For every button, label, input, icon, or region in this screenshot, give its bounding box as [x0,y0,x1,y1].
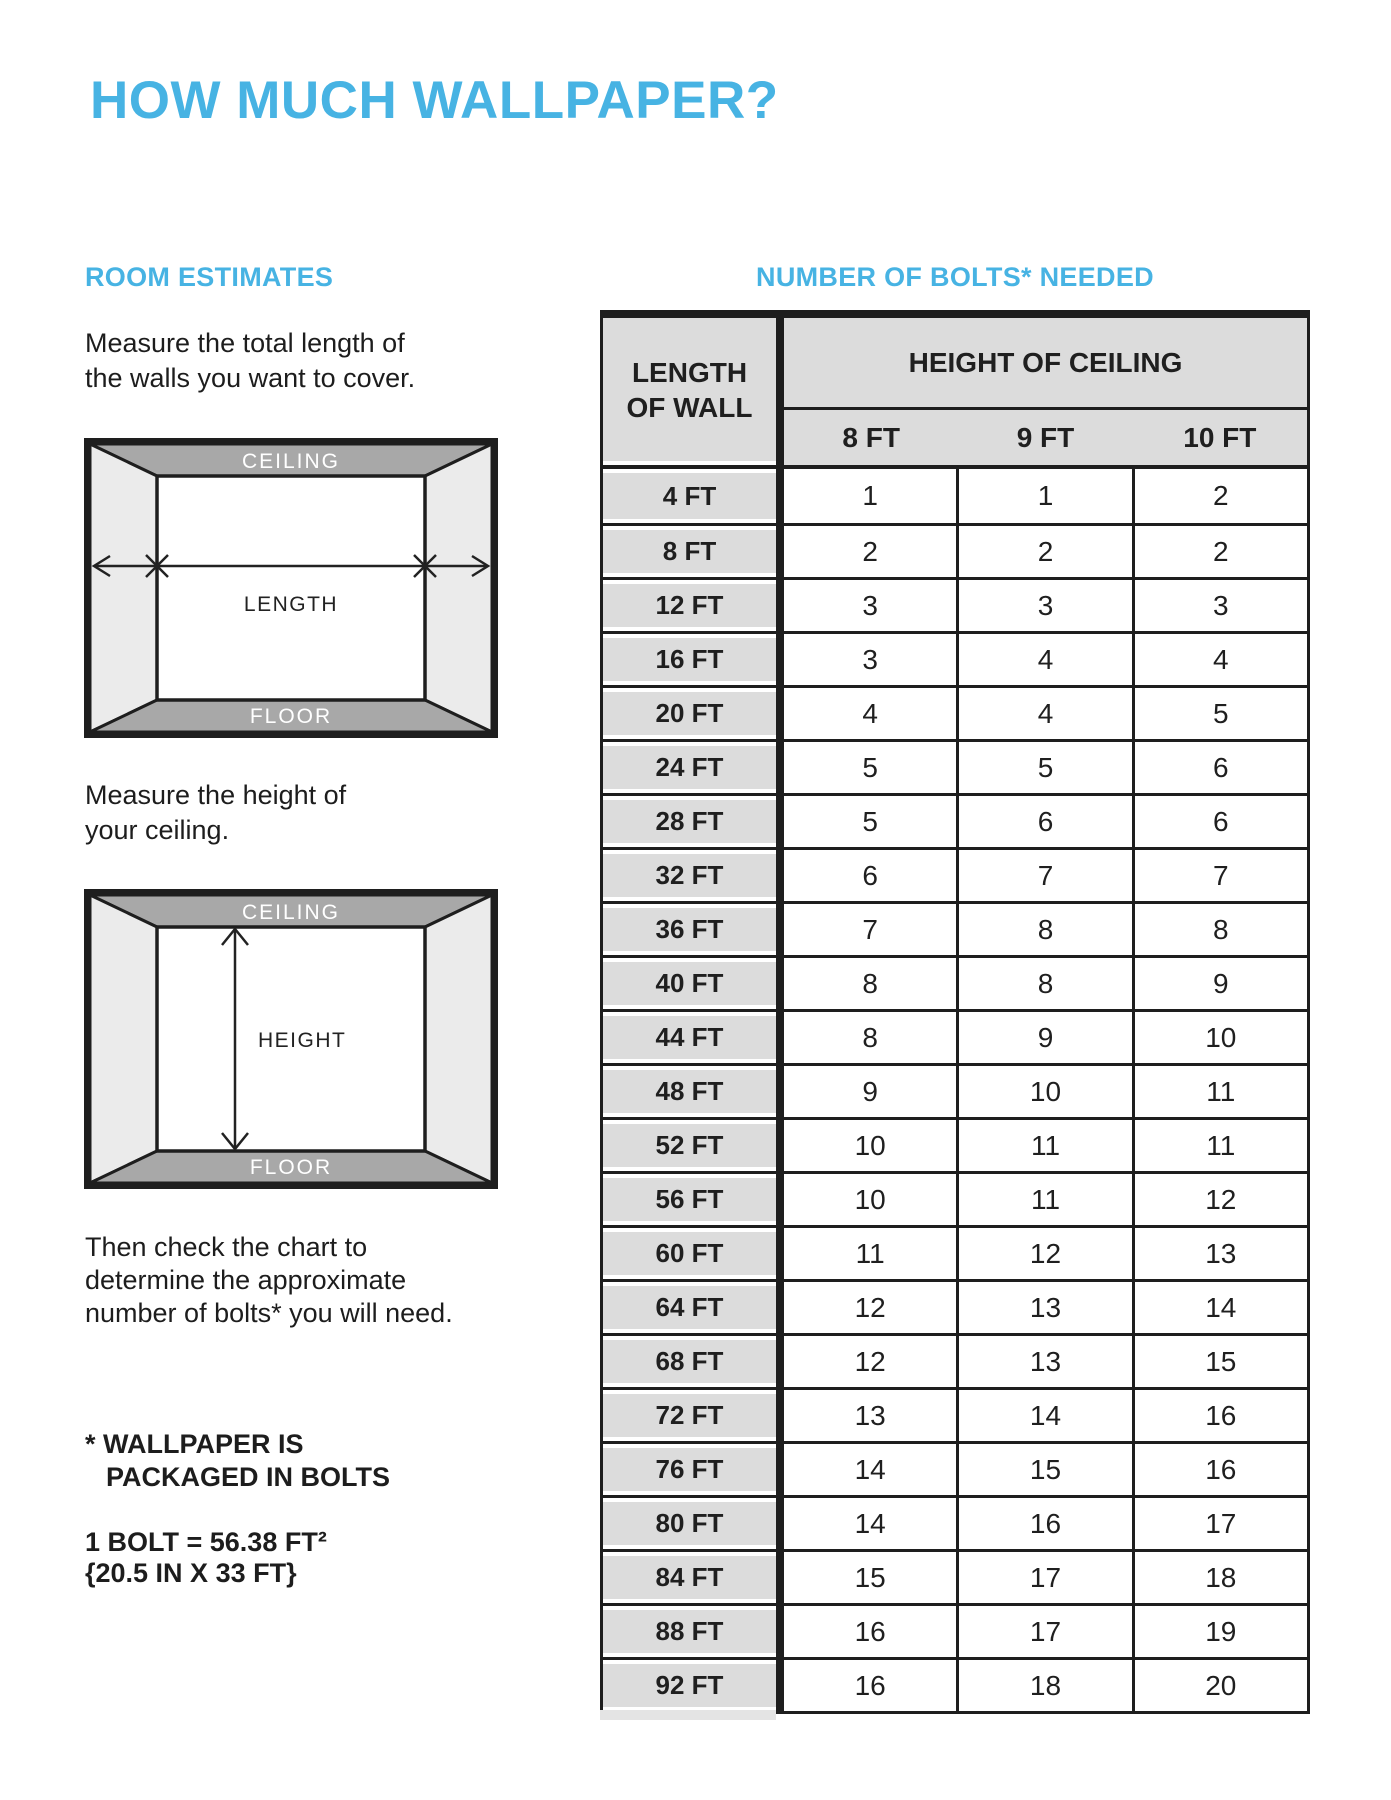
bolts-value-9ft: 4 [956,634,1131,685]
row-divider-bar [776,850,784,901]
wall-length-cell: 36 FT [603,904,776,955]
bolts-value-10ft: 16 [1132,1444,1307,1495]
bolts-value-10ft: 14 [1132,1282,1307,1333]
ceiling-label: CEILING [241,450,341,473]
table-row [603,1441,1307,1495]
row-divider-bar [776,1390,784,1441]
step2-instructions [85,778,346,848]
bolts-value-8ft: 5 [862,805,878,837]
step3-line1: Then check the chart to [85,1232,368,1262]
bolts-value-9ft: 2 [956,526,1131,577]
wall-length-cell: 28 FT [603,796,776,847]
row-divider-bar [776,1552,784,1603]
table-row [603,1279,1307,1333]
step2-line2: your ceiling. [85,815,230,845]
table-header [603,318,1307,465]
bolts-value-9ft: 13 [956,1336,1131,1387]
bolts-value-10ft: 16 [1132,1390,1307,1441]
row-divider-bar [776,742,784,793]
height-label: HEIGHT [258,1029,347,1052]
table-row [603,1117,1307,1171]
room-length-diagram [84,438,498,743]
row-divider-bar [776,1336,784,1387]
wall-length-cell: 76 FT [603,1444,776,1495]
bolts-value-10ft: 9 [1132,958,1307,1009]
floor-label: FLOOR [249,1156,333,1179]
bolts-value-9ft: 11 [956,1174,1131,1225]
wall-length-cell: 40 FT [603,958,776,1009]
bolts-value-9ft: 17 [956,1552,1131,1603]
wall-length-cell: 80 FT [603,1498,776,1549]
room-estimates-heading: ROOM ESTIMATES [85,262,334,292]
row-divider-bar [776,1660,784,1711]
column-header-10ft: 10 FT [1183,421,1257,453]
bolts-value-10ft: 19 [1132,1606,1307,1657]
table-row [603,955,1307,1009]
length-of-wall-header [603,318,776,465]
table-row [603,469,1307,523]
height-of-ceiling-label: HEIGHT OF CEILING [784,318,1307,410]
bolts-value-10ft: 3 [1132,580,1307,631]
bolts-value-10ft: 10 [1132,1012,1307,1063]
ceiling-height-columns [784,410,1307,465]
table-row [603,1333,1307,1387]
table-row [603,1657,1307,1711]
table-footer-shadow [600,1710,776,1720]
row-divider-bar [776,1012,784,1063]
bolts-value-9ft: 8 [956,904,1131,955]
row-divider-bar [776,1174,784,1225]
wall-length-cell: 72 FT [603,1390,776,1441]
row-divider-bar [776,580,784,631]
bolts-value-9ft: 4 [956,688,1131,739]
wall-length-cell: 60 FT [603,1228,776,1279]
table-top-rule [603,310,1307,318]
table-row [603,523,1307,577]
wall-length-cell: 4 FT [603,469,776,523]
bolts-value-8ft: 14 [854,1453,886,1485]
bolts-needed-heading: NUMBER OF BOLTS* NEEDED [756,262,1154,292]
wall-length-cell: 84 FT [603,1552,776,1603]
ceiling-label: CEILING [241,901,341,924]
table-row [603,847,1307,901]
header-column-divider [776,318,784,465]
wall-length-cell: 24 FT [603,742,776,793]
right-wall-plane [425,444,492,732]
room-height-diagram-svg [84,889,498,1189]
length-label: LENGTH [243,593,339,616]
table-row [603,1387,1307,1441]
wall-length-cell: 20 FT [603,688,776,739]
left-wall-plane [90,444,157,732]
row-divider-bar [776,1066,784,1117]
bolts-value-8ft: 12 [854,1345,886,1377]
bolts-value-9ft: 16 [956,1498,1131,1549]
wall-length-cell: 32 FT [603,850,776,901]
bolts-value-8ft: 10 [854,1183,886,1215]
row-divider-bar [776,1120,784,1171]
step1-line2: the walls you want to cover. [85,363,416,393]
wall-length-cell: 52 FT [603,1120,776,1171]
table-row [603,1063,1307,1117]
row-divider-bar [776,1606,784,1657]
table-row [603,631,1307,685]
bolts-table [600,310,1310,1714]
bolts-value-9ft: 5 [956,742,1131,793]
bolts-value-10ft: 15 [1132,1336,1307,1387]
step1-instructions [85,326,415,396]
row-divider-bar [776,1444,784,1495]
row-divider-bar [776,1498,784,1549]
bolts-value-8ft: 16 [854,1669,886,1701]
bolts-value-10ft: 20 [1132,1660,1307,1711]
bolts-value-8ft: 16 [854,1615,886,1647]
length-of-wall-line1: LENGTH [631,356,748,388]
bolts-value-8ft: 10 [854,1129,886,1161]
table-row [603,1603,1307,1657]
bolts-value-8ft: 8 [862,1021,878,1053]
table-row [603,793,1307,847]
bolts-value-9ft: 6 [956,796,1131,847]
row-divider-bar [776,1282,784,1333]
row-divider-bar [776,469,784,523]
bolts-value-10ft: 11 [1132,1120,1307,1171]
bolts-value-10ft: 12 [1132,1174,1307,1225]
bolts-value-9ft: 17 [956,1606,1131,1657]
wall-length-cell: 92 FT [603,1660,776,1711]
row-divider-bar [776,526,784,577]
table-row [603,685,1307,739]
step3-line2: determine the approximate [85,1265,407,1295]
bolts-value-9ft: 13 [956,1282,1131,1333]
bolts-value-8ft: 15 [854,1561,886,1593]
footnote-line2: PACKAGED IN BOLTS [106,1462,391,1492]
bolts-value-10ft: 4 [1132,634,1307,685]
bolt-size-info [85,1527,327,1589]
right-wall-plane [425,895,492,1183]
bolts-value-8ft: 5 [862,751,878,783]
wall-length-cell: 64 FT [603,1282,776,1333]
bolts-value-8ft: 6 [862,859,878,891]
row-divider-bar [776,634,784,685]
wall-length-cell: 44 FT [603,1012,776,1063]
bolts-value-8ft: 1 [862,480,878,511]
bolts-footnote [85,1428,390,1494]
bolts-value-9ft: 12 [956,1228,1131,1279]
wall-length-cell: 48 FT [603,1066,776,1117]
wall-length-cell: 56 FT [603,1174,776,1225]
wall-length-cell: 88 FT [603,1606,776,1657]
column-header-8ft: 8 FT [842,421,900,453]
footnote-line1: * WALLPAPER IS [85,1429,304,1459]
bolts-value-8ft: 11 [855,1237,885,1269]
bolts-value-8ft: 4 [862,697,878,729]
wall-length-cell: 16 FT [603,634,776,685]
page-title: HOW MUCH WALLPAPER? [90,71,779,130]
bolts-value-10ft: 6 [1132,796,1307,847]
bolts-value-9ft: 8 [956,958,1131,1009]
bolts-value-8ft: 14 [854,1507,886,1539]
step3-instructions [85,1231,453,1330]
bolts-value-9ft: 3 [956,580,1131,631]
row-divider-bar [776,796,784,847]
table-row [603,1009,1307,1063]
bolts-value-8ft: 8 [862,967,878,999]
bolts-value-8ft: 3 [862,589,878,621]
table-row [603,739,1307,793]
table-row [603,1171,1307,1225]
row-divider-bar [776,1228,784,1279]
bolts-value-9ft: 14 [956,1390,1131,1441]
room-length-diagram-svg [84,438,498,738]
bolts-value-9ft: 7 [956,850,1131,901]
table-row [603,1495,1307,1549]
step2-line1: Measure the height of [85,780,347,810]
bolts-value-8ft: 13 [854,1399,886,1431]
row-divider-bar [776,904,784,955]
bolt-size-line2: {20.5 IN X 33 FT} [85,1558,297,1588]
wall-length-cell: 8 FT [603,526,776,577]
floor-label: FLOOR [249,705,333,728]
column-header-9ft: 9 FT [1016,421,1075,453]
row-divider-bar [776,688,784,739]
room-height-diagram [84,889,498,1194]
step3-line3: number of bolts* you will need. [85,1298,453,1328]
bolts-value-10ft: 2 [1132,526,1307,577]
left-wall-plane [90,895,157,1183]
bolts-value-9ft: 1 [956,469,1131,523]
bolt-size-line1: 1 BOLT = 56.38 FT² [85,1527,327,1557]
bolts-value-8ft: 2 [862,535,878,567]
bolts-value-9ft: 11 [956,1120,1131,1171]
bolts-value-10ft: 11 [1132,1066,1307,1117]
bolts-value-10ft: 2 [1132,469,1307,523]
back-wall [157,476,425,700]
bolts-value-8ft: 12 [854,1291,886,1323]
length-of-wall-line2: OF WALL [626,391,753,423]
bolts-value-8ft: 7 [862,913,878,945]
bolts-value-10ft: 18 [1132,1552,1307,1603]
bolts-value-9ft: 18 [956,1660,1131,1711]
table-row [603,577,1307,631]
table-row [603,901,1307,955]
row-divider-bar [776,958,784,1009]
bolts-value-10ft: 17 [1132,1498,1307,1549]
bolts-value-10ft: 13 [1132,1228,1307,1279]
bolts-value-9ft: 15 [956,1444,1131,1495]
wall-length-cell: 12 FT [603,580,776,631]
bolts-value-9ft: 10 [956,1066,1131,1117]
bolts-value-10ft: 6 [1132,742,1307,793]
bolts-value-8ft: 3 [862,643,878,675]
bolt-table-rows [603,465,1307,1711]
table-row [603,1225,1307,1279]
bolts-value-10ft: 8 [1132,904,1307,955]
bolts-value-8ft: 9 [862,1075,878,1107]
height-of-ceiling-header [784,318,1307,465]
bolts-value-10ft: 5 [1132,688,1307,739]
step1-line1: Measure the total length of [85,328,405,358]
bolts-value-9ft: 9 [956,1012,1131,1063]
wall-length-cell: 68 FT [603,1336,776,1387]
bolts-value-10ft: 7 [1132,850,1307,901]
table-row [603,1549,1307,1603]
